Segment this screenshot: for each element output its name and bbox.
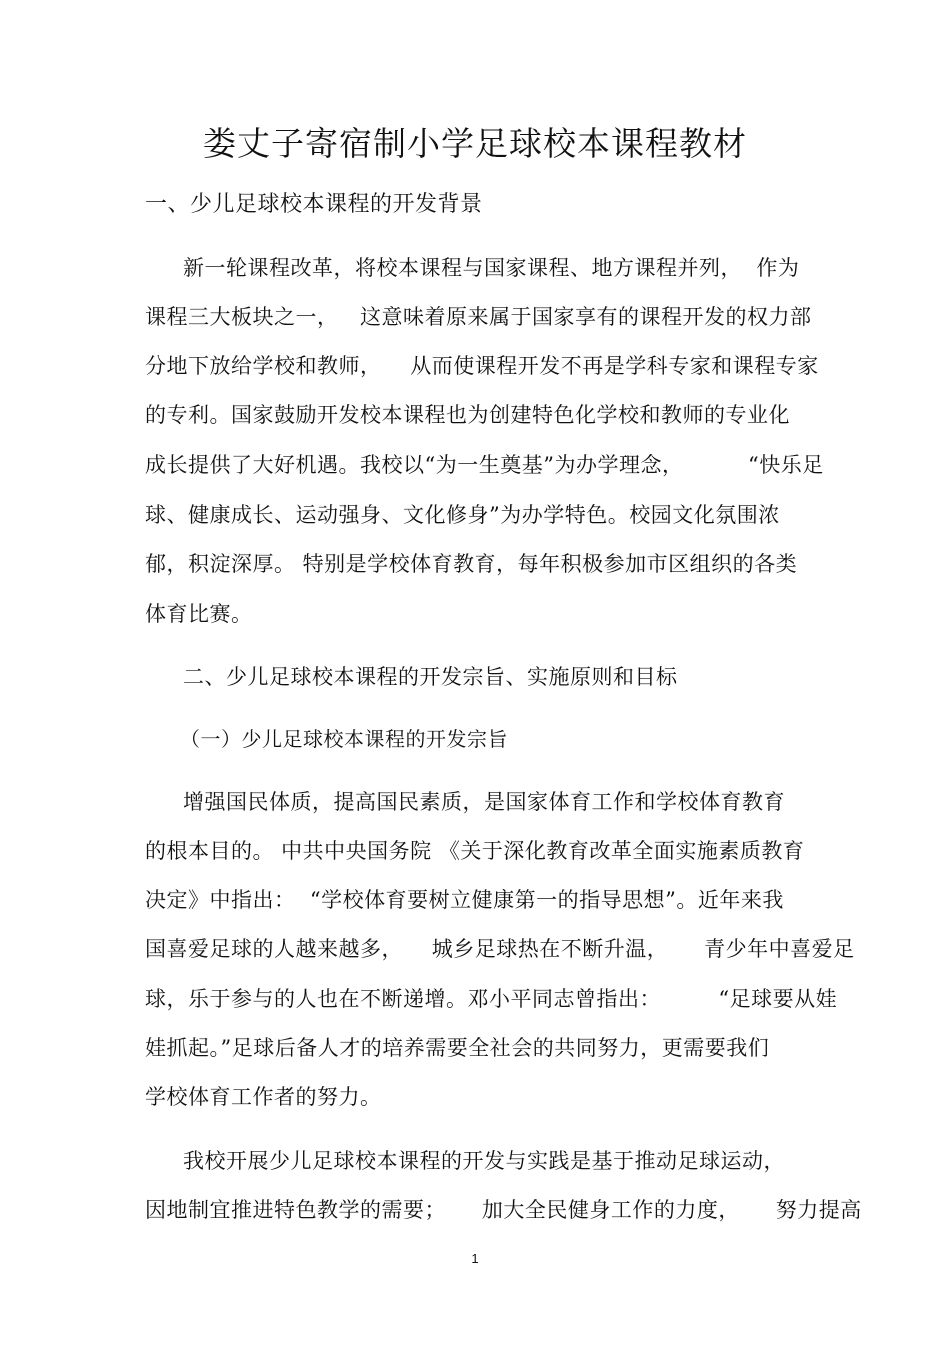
paragraph-line: 娃抓起。”足球后备人才的培养需要全社会的共同努力，更需要我们 bbox=[145, 1036, 770, 1060]
paragraph-line: 国喜爱足球的人越来越多， 城乡足球热在不断升温， 青少年中喜爱足 bbox=[145, 937, 855, 961]
paragraph-line: 成长提供了大好机遇。我校以“为一生奠基”为办学理念， “快乐足 bbox=[145, 453, 824, 477]
paragraph-line: 体育比赛。 bbox=[145, 602, 253, 626]
paragraph-line: 郁，积淀深厚。 特别是学校体育教育，每年积极参加市区组织的各类 bbox=[145, 552, 798, 576]
page-number: 1 bbox=[471, 1251, 479, 1266]
paragraph-line: 球，乐于参与的人也在不断递增。邓小平同志曾指出： “足球要从娃 bbox=[145, 987, 838, 1011]
paragraph-line: 决定》中指出： “学校体育要树立健康第一的指导思想”。近年来我 bbox=[145, 888, 784, 912]
paragraph-line: 增强国民体质，提高国民素质，是国家体育工作和学校体育教育 bbox=[183, 790, 785, 814]
section-heading-1: 一、少儿足球校本课程的开发背景 bbox=[145, 192, 483, 217]
subsection-heading: （一）少儿足球校本课程的开发宗旨 bbox=[180, 727, 508, 751]
paragraph-line: 因地制宜推进特色教学的需要； 加大全民健身工作的力度， 努力提高 bbox=[145, 1198, 862, 1222]
paragraph-line: 的专利。国家鼓励开发校本课程也为创建特色化学校和教师的专业化 bbox=[145, 403, 790, 427]
paragraph-line: 新一轮课程改革，将校本课程与国家课程、地方课程并列， 作为 bbox=[183, 256, 800, 280]
paragraph-line: 课程三大板块之一， 这意味着原来属于国家享有的课程开发的权力部 bbox=[145, 305, 812, 329]
paragraph-line: 学校体育工作者的努力。 bbox=[145, 1085, 382, 1109]
document-title: 娄丈子寄宿制小学足球校本课程教材 bbox=[203, 124, 747, 163]
paragraph-line: 球、健康成长、运动强身、文化修身”为办学特色。校园文化氛围浓 bbox=[145, 503, 780, 527]
paragraph-line: 的根本目的。 中共中央国务院 《关于深化教育改革全面实施素质教育 bbox=[145, 839, 805, 863]
section-heading-2: 二、少儿足球校本课程的开发宗旨、实施原则和目标 bbox=[183, 665, 678, 689]
paragraph-line: 分地下放给学校和教师， 从而使课程开发不再是学科专家和课程专家 bbox=[145, 354, 819, 378]
paragraph-line: 我校开展少儿足球校本课程的开发与实践是基于推动足球运动， bbox=[183, 1149, 785, 1173]
